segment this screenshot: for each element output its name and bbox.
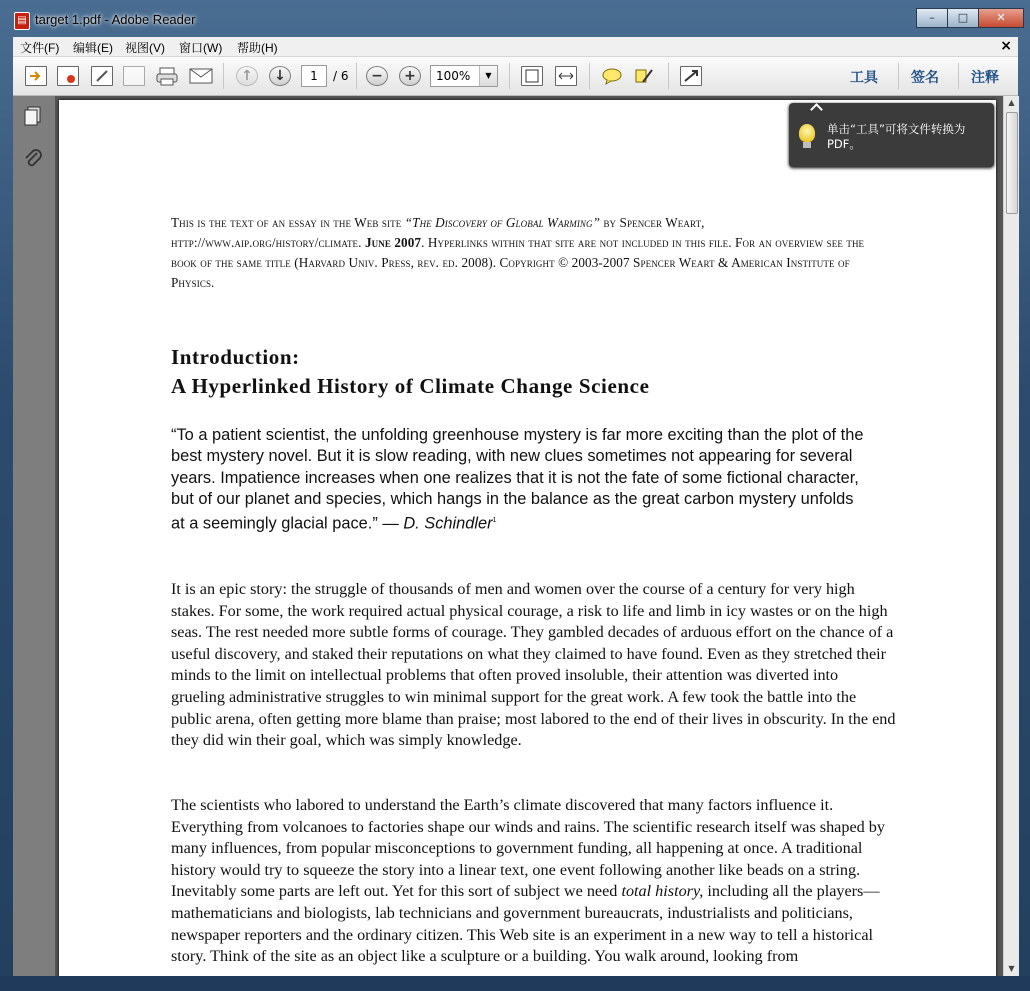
lightbulb-icon: [799, 124, 815, 142]
document-view[interactable]: [55, 96, 1003, 976]
create-pdf-icon[interactable]: [25, 66, 47, 86]
menu-window[interactable]: 窗口(W): [179, 41, 223, 55]
header-note-date: June 2007: [364, 235, 422, 250]
epigraph-quote: [171, 425, 871, 535]
quote-text: “To a patient scientist, the unfolding greenhouse mystery is far more exciting than the plot of the best mystery novel. But it is slow reading, with new clues sometimes not appearing for several years. Impatience increases when one realizes that it is not the fate of some fictional character, but of our planet and species, which hangs in the balance as the great carbon mystery unfolds at a seemingly glacial pace.” —: [171, 426, 864, 533]
toolbar-separator: [223, 63, 224, 89]
taskbar-edge: [0, 976, 1030, 991]
paragraph-emphasis: total history,: [621, 882, 704, 901]
fit-width-icon[interactable]: [555, 66, 577, 86]
header-note: [171, 213, 891, 293]
scroll-up-icon[interactable]: ▲: [1008, 98, 1015, 107]
save-icon[interactable]: [123, 66, 145, 86]
export-pdf-icon[interactable]: [57, 66, 79, 86]
zoom-in-icon[interactable]: +: [399, 66, 421, 86]
sticky-note-icon[interactable]: [601, 66, 623, 86]
lightbulb-base: [803, 142, 811, 148]
toolbar-separator: [898, 63, 899, 89]
tooltip-caret-icon: [810, 103, 823, 116]
pdf-page: [59, 100, 996, 976]
body-paragraph-1: It is an epic story: the struggle of thousands of men and women over the course of a century for very high stakes. For some, the work required actual physical courage, a risk to life and limb in icy wastes or on the high seas. The rest needed more subtle forms of courage. They gambled decades of arduous effort on the chance of a useful discovery, and staked their reputations on what they claimed to have found. Even as they stretched their minds to the limit on intellectual problems that often proved insoluble, their attention was diverted into grueling administrative struggles to win minimal support for the great work. A few took the battle into the public arena, often getting more blame than praise; most labored to the end of their lives in obscurity. In the end they did win their goal, which was simply knowledge.: [171, 580, 896, 750]
header-note-text: This is the text of an essay in the Web site: [171, 215, 405, 230]
menu-view[interactable]: 视图(V): [125, 41, 165, 55]
header-note-site-title: “The Discovery of Global Warming”: [404, 215, 601, 230]
header-note-text: . Hyperlinks within that site are not included in this file. For an overview see the book of the same title (Harvard Univ. Press, rev. ed. 2008). Copyright © 2003-2007 Spencer Weart & American Institute of Physics.: [171, 235, 865, 290]
tools-tooltip[interactable]: [789, 103, 994, 167]
title-line-1: Introduction:: [171, 345, 300, 369]
header-note-text: by Spencer Weart, http://www.aip.org/history/climate.: [171, 215, 705, 250]
pdf-app-icon: ▤: [14, 12, 30, 30]
paragraph-text: The scientists who labored to understand the Earth’s climate discovered that many factors influence it. Everything from volcanoes to factories shape our winds and rains. The scientific research itself was shaped by many influences, from popular misconceptions to government funding, all happening at once. A traditional history would try to squeeze the story into a linear text, one event following another like beads on a string. Inevitably some parts are left out. Yet for this sort of subject we need: [171, 796, 885, 901]
title-line-2: A Hyperlinked History of Climate Change Science: [171, 374, 650, 398]
maximize-button[interactable]: □: [947, 8, 979, 28]
close-document-icon[interactable]: ×: [1000, 38, 1012, 54]
toolbar-separator: [668, 63, 669, 89]
body-paragraph-2: [171, 795, 896, 968]
scrollbar-thumb[interactable]: [1006, 112, 1018, 214]
menu-edit[interactable]: 编辑(E): [73, 41, 113, 55]
vertical-scrollbar[interactable]: [1003, 96, 1019, 976]
pages-icon[interactable]: [22, 105, 44, 127]
toolbar-separator: [589, 63, 590, 89]
window-controls: [917, 8, 1024, 28]
print-icon[interactable]: [156, 66, 178, 86]
email-icon[interactable]: [189, 66, 211, 86]
sign-tab[interactable]: 签名: [911, 70, 939, 86]
window-title: target 1.pdf - Adobe Reader: [35, 12, 196, 27]
menu-help[interactable]: 帮助(H): [237, 41, 278, 55]
previous-page-icon[interactable]: ↑: [236, 66, 258, 86]
scroll-down-icon[interactable]: ▼: [1008, 964, 1015, 973]
zoom-select[interactable]: [430, 65, 498, 87]
paragraph-text: including all the players—mathematicians and biologists, lab technicians and government bureaucrats, industrialists and politicians, newspaper reporters and the ordinary citizen. This Web site is an experiment in a new way to tell a historical story. Think of the site as an object like a sculpture or a building. You walk around, looking from: [171, 882, 880, 966]
toolbar-separator: [509, 63, 510, 89]
menu-bar: [13, 37, 1018, 57]
navigation-panel: [13, 96, 55, 976]
toolbar: [13, 57, 1018, 96]
highlight-text-icon[interactable]: [633, 66, 655, 86]
toolbar-separator: [356, 63, 357, 89]
minimize-button[interactable]: –: [916, 8, 948, 28]
zoom-out-icon[interactable]: −: [366, 66, 388, 86]
menu-file[interactable]: 文件(F): [20, 41, 60, 55]
tools-tab[interactable]: 工具: [850, 70, 878, 86]
title-bar[interactable]: [0, 0, 1030, 36]
page-total: / 6: [333, 69, 349, 83]
chevron-down-icon[interactable]: ▼: [479, 66, 497, 86]
fullscreen-icon[interactable]: [680, 66, 702, 86]
toolbar-separator: [958, 63, 959, 89]
attachments-icon[interactable]: [22, 147, 44, 169]
next-page-icon[interactable]: ↓: [269, 66, 291, 86]
page-number-input[interactable]: 1: [301, 65, 327, 87]
fit-page-icon[interactable]: [521, 66, 543, 86]
close-button[interactable]: ✕: [978, 8, 1024, 28]
footnote-marker[interactable]: 1: [492, 517, 497, 525]
tooltip-text: 单击“工具”可将文件转换为PDF。: [827, 122, 966, 151]
zoom-value: 100%: [436, 69, 471, 83]
edit-pdf-icon[interactable]: [91, 66, 113, 86]
page-title: [171, 343, 650, 401]
comment-tab[interactable]: 注释: [971, 70, 999, 86]
quote-author: D. Schindler: [403, 514, 493, 533]
